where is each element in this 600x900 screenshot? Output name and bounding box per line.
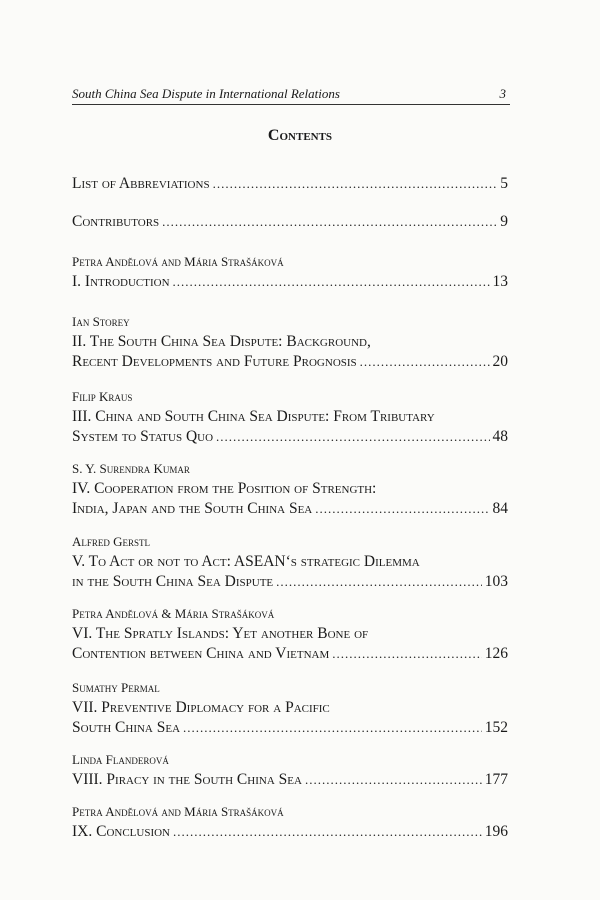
entry-page-number: 196 xyxy=(484,823,508,840)
page-title: Contents xyxy=(267,127,333,144)
entry-title: South China Sea xyxy=(72,719,181,736)
entry-page-number: 13 xyxy=(492,273,508,290)
entry-title-line xyxy=(72,572,508,592)
toc-entry xyxy=(72,802,508,842)
entry-title-line xyxy=(72,822,508,842)
entry-title-line: III. China and South China Sea Dispute: From Tributary xyxy=(72,408,435,425)
page-number: 3 xyxy=(499,86,506,101)
toc-entry xyxy=(72,212,508,232)
entry-author: Petra Andělová & Mária Strašáková xyxy=(72,606,275,621)
dot-leader xyxy=(162,212,497,232)
entry-title: Recent Developments and Future Prognosis xyxy=(72,353,357,370)
toc-entry xyxy=(72,252,508,292)
entry-page-number: 152 xyxy=(484,719,508,736)
entry-title-line: IV. Cooperation from the Position of Strength: xyxy=(72,480,377,497)
entry-page-number: 103 xyxy=(484,573,508,590)
entry-title-line: VII. Preventive Diplomacy for a Pacific xyxy=(72,699,330,716)
toc-entry xyxy=(72,459,508,519)
entry-author: Linda Flanderová xyxy=(72,752,169,767)
toc-entry xyxy=(72,750,508,790)
entry-title: in the South China Sea Dispute xyxy=(72,573,274,590)
entry-author: Sumathy Permal xyxy=(72,680,160,695)
entry-author: Alfred Gerstl xyxy=(72,534,151,549)
entry-title-line xyxy=(72,174,508,194)
entry-page-number: 126 xyxy=(484,645,508,662)
dot-leader xyxy=(213,174,498,194)
toc-entry xyxy=(72,678,508,738)
entry-title: List of Abbreviations xyxy=(72,175,210,192)
dot-leader xyxy=(183,718,482,738)
entry-title: Contributors xyxy=(72,213,160,230)
entry-author: Petra Andělová and Mária Strašáková xyxy=(72,804,284,819)
entry-page-number: 84 xyxy=(492,500,508,517)
entry-title-line xyxy=(72,718,508,738)
entry-title-line xyxy=(72,770,508,790)
running-title: South China Sea Dispute in International Relations xyxy=(72,86,340,101)
entry-page-number: 177 xyxy=(484,771,508,788)
entry-page-number: 5 xyxy=(500,175,508,192)
entry-title-line xyxy=(72,352,508,372)
entry-title: IX. Conclusion xyxy=(72,823,170,840)
entry-author: Filip Kraus xyxy=(72,389,133,404)
dot-leader xyxy=(173,272,490,292)
toc-entry xyxy=(72,312,508,372)
entry-title-line xyxy=(72,499,508,519)
toc-entry xyxy=(72,387,508,447)
dot-leader xyxy=(276,572,482,592)
running-header xyxy=(72,86,510,105)
entry-author: Ian Storey xyxy=(72,314,130,329)
entry-title: System to Status Quo xyxy=(72,428,214,445)
entry-title-line: V. To Act or not to Act: ASEAN‘s strategic Dilemma xyxy=(72,553,420,570)
entry-title-line xyxy=(72,272,508,292)
entry-title: India, Japan and the South China Sea xyxy=(72,500,313,517)
entry-author: Petra Andělová and Mária Strašáková xyxy=(72,254,284,269)
entry-title-line xyxy=(72,212,508,232)
dot-leader xyxy=(360,352,490,372)
entry-title-line: II. The South China Sea Dispute: Background, xyxy=(72,333,371,350)
entry-title-line xyxy=(72,644,508,664)
entry-page-number: 20 xyxy=(492,353,508,370)
entry-page-number: 48 xyxy=(492,428,508,445)
entry-title: I. Introduction xyxy=(72,273,170,290)
entry-page-number: 9 xyxy=(500,213,508,230)
entry-author: S. Y. Surendra Kumar xyxy=(72,461,190,476)
toc-entry xyxy=(72,604,508,664)
toc-entry xyxy=(72,174,508,194)
entry-title-line: VI. The Spratly Islands: Yet another Bone of xyxy=(72,625,369,642)
entry-title: Contention between China and Vietnam xyxy=(72,645,330,662)
entry-title-line xyxy=(72,427,508,447)
toc-entry xyxy=(72,532,508,592)
entry-title: VIII. Piracy in the South China Sea xyxy=(72,771,302,788)
dot-leader xyxy=(173,822,482,842)
dot-leader xyxy=(315,499,489,519)
dot-leader xyxy=(305,770,482,790)
dot-leader xyxy=(332,644,481,664)
dot-leader xyxy=(216,427,489,447)
